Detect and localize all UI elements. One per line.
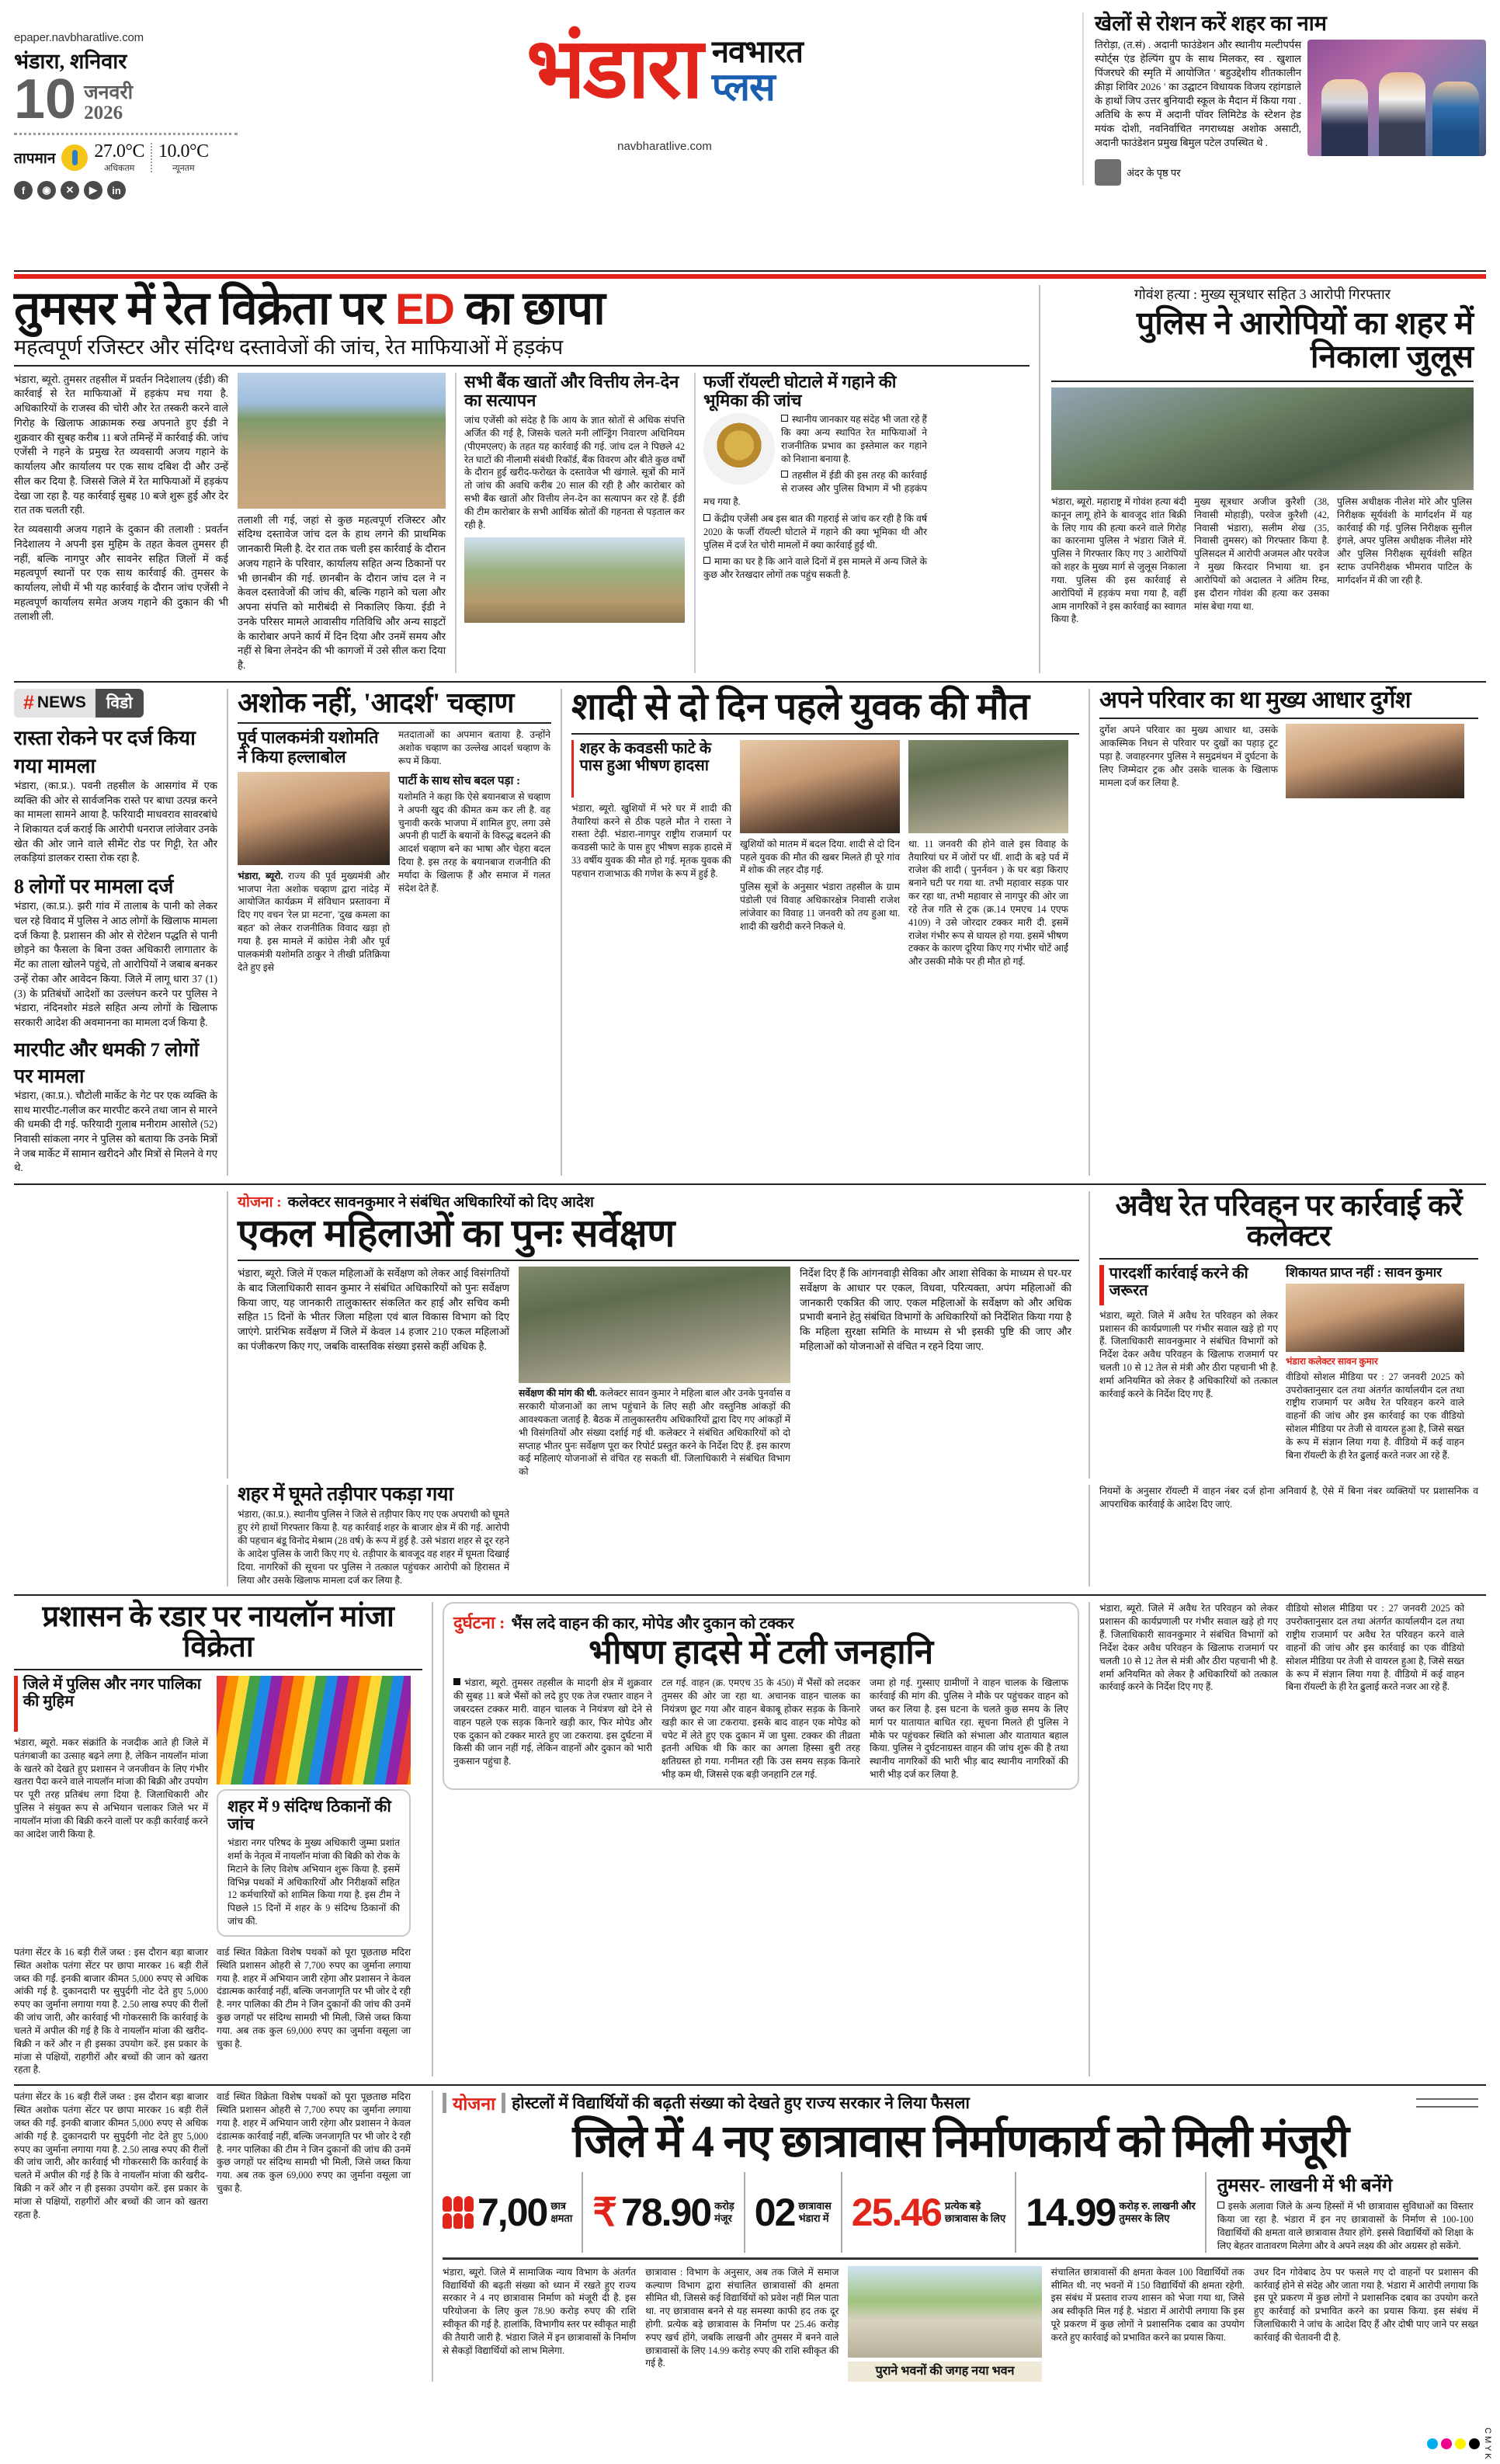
nv-item-2-headline: मारपीट और धमकी 7 लोगों पर मामला — [14, 1039, 200, 1087]
middle-section — [14, 686, 1486, 1176]
news-video-column — [14, 689, 228, 1176]
hostel-stats-strip — [443, 2172, 1478, 2259]
logo-bhandara: भंडारा — [526, 21, 701, 115]
manja-col2-cont: पतंगा सेंटर के 16 बड़ी रीलें जब्त : इस दौरान बड़ा बाजार स्थित अशोक पतंगा सेंटर पर छापा मारकर 16 बड़ी रीलें जब्त की गईं. इनकी बाजार कीमत 5,000 रुपए से अधिक आंकी गई है. दुकानदारी पर सुपुर्दगी नोट देते हुए 5,000 रुपए का जुर्माना लगाया गया है. 2.50 लाख रुपए की रीलों की जांच जारी, और कार्रवाई भी गोकरसारी कि कार्रवाई के चलते में अपील की गई है कि वे नायलॉन मांजा की खरीद-बिक्री न करें और न ही इसका उपयोग करें. इस प्रकार के मांजा से पक्षियों, राहगीरों और बच्चों की जान को खतरा रहता है. — [14, 2091, 208, 2220]
hostel-tag: योजना — [453, 2094, 496, 2115]
chavan-col2: मतदाताओं का अपमान बताया है. उन्होंने अशोक चव्हाण का उल्लेख आदर्श चव्हाण के रूप में किया. — [398, 729, 550, 767]
wedding-headline: शादी से दो दिन पहले युवक की मौत — [571, 686, 1030, 728]
collector-photo-caption: भंडारा कलेक्टर सावन कुमार — [1286, 1355, 1378, 1367]
epaper-url[interactable]: epaper.navbharatlive.com — [14, 31, 144, 44]
wedding-victim-photo — [740, 740, 900, 833]
stat-2-num: 02 — [754, 2191, 795, 2235]
collector-sub1: पारदर्शी कार्रवाई करने की जरूरत — [1109, 1264, 1248, 1300]
stat-per-large — [842, 2172, 1016, 2252]
nv-item-0-body: भंडारा, (का.प्र.). पवनी तहसील के आसगांव में एक व्यक्ति की ओर से सार्वजनिक रास्ते पर बाधा उत्पन्न करने का मामला सामने आया है. फरियादी माधवराव सावरबांधे ने शिकायत दर्ज कराई कि आरोपी धनराज लांजेवार उनके खेत की ओर जाने वाले सीमेंट रोड पर गिट्टी, रेत और लकड़ियां डालकर रास्ता रोक रहा है. — [14, 779, 217, 864]
stat-lakhani-tumsar — [1016, 2172, 1207, 2252]
lead-headline: तुमसर में रेत विक्रेता पर ED का छापा — [14, 283, 605, 334]
accident-col2: टल गई. वाहन (क्र. एमएच 35 के 450) में भैंसों को लदकर तुमसर की ओर जा रहा था. अचानक वाहन चालक का नियंत्रण छूट गया और वाहन बेकाबू होकर सड़क के किनारे खड़ी कार से जा टकराया. इसके बाद वाहन एक मोपेड को चपेट में लेते हुए एक दुकान में जा घुसा. टक्कर की तीव्रता इतनी अधिक थी कि कार का अगला हिस्सा बुरी तरह क्षतिग्रस्त हो गया. गनीमत रही कि उस समय सड़क किनारे भीड़ कम थी, जिससे एक बड़ी जनहानि टल गई. — [661, 1677, 860, 1781]
date-day: 10 — [14, 68, 77, 130]
decor-lines — [1416, 2098, 1478, 2108]
survey-photo-caption: सर्वेक्षण की मांग की थी. — [519, 1388, 598, 1399]
family-story — [1090, 686, 1478, 1176]
lead-box1-body: जांच एजेंसी को संदेह है कि आय के ज्ञात स्रोतों से अधिक संपत्ति अर्जित की गई है, जिसके चलते मनी लॉन्ड्रिंग निवारण अधिनियम (पीएमएलए) के तहत यह कार्रवाई की गई. जांच दल ने पिछले 42 रेत घाटों की नीलामी संबंधी रिकॉर्ड, बैंक विवरण और बीते कुछ वर्षों के दौरान हुई खरीद-फरोख्त के दस्तावेज भी खंगाले. सूत्रों की मानें तो जांच की अवधि करीब 20 साल की रही है और कारोबार को सभी बैंक खातों और वित्तीय लेन-देन का सत्यापन कर रहे हैं. ईडी की टीम कारोबार के सभी आर्थिक स्रोतों की गहनता से पड़ताल कर रही है. — [464, 415, 685, 530]
collector-photo — [1286, 1284, 1464, 1352]
govansh-kicker: गोवंश हत्या : मुख्य सूत्रधार सहित 3 आरोपी गिरफ्तार — [1134, 287, 1391, 302]
accident-col3: जमा हो गई. गुस्साए ग्रामीणों ने वाहन चालक के खिलाफ कार्रवाई की मांग की. पुलिस ने मौके पर पहुंचकर वाहन को जब्त कर लिया है. इस घटना के चलते कुछ समय के लिए मार्ग पर यातायात बाधित रहा. सूचना मिलते ही पुलिस ने मौके पर पहुंचकर स्थिति को संभाला और यातायात बहाल किया. पुलिस ने दुर्घटनाग्रस्त वाहन की जांच शुरू की है तथा स्थानीय नागरिकों की भारी भीड़ बाद स्थानीय नागरिकों की भारी भीड़ दर्ज कर लिया है. — [870, 1677, 1068, 1781]
cmyk-label: C M Y K — [1483, 2428, 1492, 2459]
stat-1-num: 78.90 — [621, 2191, 711, 2235]
temperature-widget — [14, 141, 247, 174]
chavan-dateline: भंडारा, ब्यूरो. — [238, 870, 283, 881]
hostel-building-photo — [848, 2266, 1041, 2358]
survey-kicker: कलेक्टर सावनकुमार ने संबंधित अधिकारियों को दिए आदेश — [287, 1194, 594, 1211]
manja-sub-body: भंडारा नगर परिषद के मुख्य अधिकारी जुम्मा प्रशांत शर्मा के नेतृत्व में नायलॉन मांजा की बिक्री को रोक के मिटाने के लिए विशेष अभियान शुरू किया है. इसमें विभिन्न पथकों में अधिकारियों और निरीक्षकों सहित 12 कर्मचारियों को शामिल किया गया है. इस टीम ने पिछले 15 दिनों में शहर के 9 संदिग्ध ठिकानों की जांच की. — [227, 1837, 400, 1927]
tadipaar-headline: शहर में घूमते तड़ीपार पकड़ा गया — [238, 1483, 453, 1505]
govansh-col2: मुख्य सूत्रधार अजीज कुरैशी (38, निवासी मोहाड़ी), परवेज कुरैशी (42, निवासी भंडारा), सलीम शेख (35, निवासी तुमसर) को गिरफ्तार किया है. पुलिसदल में आरोपी अजमल और परवेज ने मुख्य किरदार निभाया था. इन आरोपियों को अदालत ने अंतिम रिम्ड, इस दौरान गोवंश की हत्या कर उसका मांस बेचा गया था. — [1194, 495, 1329, 612]
wedding-col2b: पुलिस सूत्रों के अनुसार भंडारा तहसील के ग्राम पंडोली एवं विवाह अधिकारक्षेत्र निवासी राजेश लांजेवार का विवाह 11 जनवरी को तय हुआ था. शादी की खरीदी करने निकले थे. — [740, 881, 900, 932]
hostel-right-bullet: इसके अलावा जिले के अन्य हिस्सों में भी छात्रावास सुविधाओं का विस्तार किया जा रहा है. भंडारा में इन नए छात्रावासों के निर्माण से 100-100 विद्यार्थियों की क्षमता वाले छात्रावास तैयार होंगे. इससे विद्यार्थियों को शिक्षा के लिए बेहतर वातावरण मिलेगा और वे अपने लक्ष्य की ओर अग्रसर हो सकेंगे. — [1217, 2201, 1474, 2251]
chavan-headline: अशोक नहीं, 'आदर्श' चव्हाण — [238, 686, 515, 718]
collector-headline: अवैध रेत परिवहन पर कार्रवाई करें कलेक्टर — [1115, 1190, 1463, 1253]
hash-icon: # — [23, 691, 34, 714]
manja-col3-cont: वार्ड स्थित विक्रेता विशेष पथकों को पूरा पूछताछ मदिरा स्थिति प्रशासन ओहरी से 7,700 रुपए का जुर्माना लगाया गया है. शहर में अभियान जारी रहेगा और प्रशासन ने केवल दंडात्मक कार्रवाई नहीं, बल्कि जनजागृति पर भी जोर दे रही है. नगर पालिका की टीम ने जिन दुकानों की जांच की उनमें कुछ जगहों पर संदिग्ध सामग्री भी मिली, जिसे जब्त किया गया. अब तक कुल 69,000 रुपए का जुर्माना वसूला जा चुका है. — [217, 2091, 411, 2195]
lead-photo-truck — [464, 537, 685, 623]
manja-row — [14, 1602, 1486, 2077]
collector-sub2: शिकायत प्राप्त नहीं : सावन कुमार — [1286, 1264, 1443, 1280]
bullet-icon — [1217, 2202, 1224, 2209]
stat-3-num: 25.46 — [851, 2191, 941, 2235]
collector-col1-cont: भंडारा, ब्यूरो. जिले में अवैध रेत परिवहन को लेकर प्रशासन की कार्यप्रणाली पर गंभीर सवाल खड़े हो गए हैं. जिलाधिकारी सावनकुमार ने संबंधित विभागों को निर्देश देकर अवैध परिवहन के खिलाफ राजमार्ग पर चलती 10 से 12 तेल से मंत्री और ठीरा पहचानी भी है. शर्मा अनियमित को लेकर है अधिकारियों को तत्काल कार्रवाई करने के निर्देश दिए गए हैं. — [1099, 1603, 1278, 1693]
website-url[interactable]: navbharatlive.com — [617, 139, 712, 153]
manja-col3: वार्ड स्थित विक्रेता विशेष पथकों को पूरा पूछताछ मदिरा स्थिति प्रशासन ओहरी से 7,700 रुपए का जुर्माना लगाया गया है. शहर में अभियान जारी रहेगा और प्रशासन ने केवल दंडात्मक कार्रवाई नहीं, बल्कि जनजागृति पर भी जोर दे रही है. नगर पालिका की टीम ने जिन दुकानों की जांच की उनमें कुछ जगहों पर संदिग्ध सामग्री भी मिली, जिसे जब्त किया गया. अब तक कुल 69,000 रुपए का जुर्माना वसूला जा चुका है. — [217, 1946, 411, 2049]
manja-story — [14, 1602, 433, 2077]
instagram-icon[interactable]: ◉ — [37, 181, 56, 200]
rupee-icon: ₹ — [592, 2190, 618, 2234]
lead-box2-b1: स्थानीय जानकार यह संदेह भी जता रहे हैं कि क्या अन्य स्थापित रेत माफियाओं ने राजनीतिक प्रभाव का इस्तेमाल कर गहाने को निशाना बनाया है. — [781, 414, 927, 464]
ed-emblem-icon — [703, 413, 775, 485]
wedding-death-story — [562, 686, 1090, 1176]
manja-col1: भंडारा, ब्यूरो. मकर संक्रांति के नजदीक आते ही जिले में पतंगबाजी का उत्साह बढ़ने लगा है, लेकिन नायलॉन मांजा के खतरे को देखते हुए प्रशासन ने जनजीवन के लिए गंभीर खतरा पैदा करने वाले नायलॉन मांजा की बिक्री और उपयोग पर पूरी तरह प्रतिबंध लगा दिया है. जिलाधिकारी और पुलिस ने संयुक्त रूप से अभियान चलाकर जिले भर में नायलॉन मांजा की बिक्री करने वालों पर कड़ी कार्रवाई करने का आदेश जारी किया है. — [14, 1736, 208, 1840]
sports-teaser-box — [1082, 12, 1486, 186]
nv-item-1-headline: 8 लोगों पर मामला दर्ज — [14, 875, 174, 898]
hostel-photo-caption: पुराने भवनों की जगह नया भवन — [848, 2361, 1041, 2382]
stat-side-note — [1207, 2172, 1474, 2252]
facebook-icon[interactable]: f — [14, 181, 33, 200]
hostel-story — [433, 2090, 1478, 2382]
bullet-icon — [703, 557, 710, 564]
temperature-max-label: अधिकतम — [104, 164, 135, 174]
chavan-subhead: पूर्व पालकमंत्री यशोमति ने किया हल्लाबोल — [238, 728, 379, 767]
rule — [14, 270, 1486, 272]
hostel-col3: संचालित छात्रावासों की क्षमता केवल 100 विद्यार्थियों तक सीमित थी. नए भवनों में 150 विद्यार्थियों की क्षमता रहेगी. इस संबंध में प्रस्ताव राज्य शासन को भेजा गया था, जिसे अब स्वीकृति मिल गई है. भंडारा में आरोपी लगाया कि इस पूरे प्रकरण में कुछ लोगों ने प्रशासनिक दबाव का उपयोग करते हुए कार्रवाई को प्रभावित करने का प्रयास किया. — [1050, 2266, 1245, 2343]
survey-photo — [519, 1267, 790, 1383]
sports-teaser-footnote: अंदर के पृष्ठ पर — [1127, 167, 1181, 179]
bullet-icon — [703, 514, 710, 521]
divider-dotted — [14, 133, 238, 135]
accent-bar — [443, 2093, 446, 2113]
survey-story — [228, 1191, 1090, 1479]
accident-col1: भंडारा, ब्यूरो. तुमसर तहसील के मादगी क्षेत्र में शुक्रवार की सुबह 11 बजे भैंसों को लदे हुए एक तेज रफ्तार वाहन ने जबरदस्त टक्कर मारी. वाहन चालक ने नियंत्रण खो देने से वाहन पहले एक सड़क किनारे खड़ी कार, फिर मोपेड और एक दुकान को टक्कर मारते हुए जा टकराया. इस दुर्घटना में किसी की जान नहीं गई, लेकिन वाहनों और दुकान को भारी नुकसान पहुंचा है. — [453, 1677, 652, 1767]
stat-amount — [583, 2172, 745, 2252]
manja-kites-photo — [217, 1676, 411, 1785]
accident-headline: भीषण हादसे में टली जनहानि — [589, 1633, 933, 1672]
tadipaar-col1: भंडारा, (का.प्र.). स्थानीय पुलिस ने जिले से तड़ीपार किए गए एक अपराधी को घूमते हुए रंगे हाथों गिरफ्तार किया है. यह कार्रवाई शहर के बाजार क्षेत्र में की गई. आरोपी की पहचान बंडू विनोद मेश्राम (28 वर्ष) के रूप में हुई है. उसे भंडारा शहर से दूर रहने के आदेश पुलिस के जारी किए गए थे. तड़ीपार के बावजूद वह शहर में घूमता दिखाई दिया. नागरिकों की सूचना पर पुलिस ने तत्काल पहुंचकर आरोपी को हिरासत में लिया और उसके खिलाफ मामला दर्ज कर लिया है. — [238, 1509, 509, 1586]
accident-tag: दुर्घटना : — [453, 1613, 505, 1633]
accent-bar — [1099, 1265, 1104, 1305]
lead-story-govansh — [1039, 285, 1474, 673]
accent-bar — [14, 1676, 18, 1732]
stat-hostels — [745, 2172, 842, 2252]
govansh-headline: पुलिस ने आरोपियों का शहर में निकाला जुलूस — [1136, 305, 1474, 375]
family-headline: अपने परिवार का था मुख्य आधार दुर्गेश — [1099, 686, 1411, 713]
masthead-left — [14, 12, 247, 200]
divider — [151, 143, 152, 172]
chavan-col2b: यशोमति ने कहा कि ऐसे बयानबाज से चव्हाण ने अपनी खुद की कीमत कम कर ली है. वह चुनावी करके भाजपा में शामिल हुए, लगा उसे अपनी ही पार्टी के बयानों के विरुद्ध बदलने की आदर्श चव्हाण बने का भाषा और चेहरा बदल दिया है. इस तरह के बयानबाज राजनीति की मर्यादा के खिलाफ हैं और समाज में गलत संदेश देते हैं. — [398, 791, 550, 894]
temperature-label: तापमान — [14, 151, 56, 168]
twitter-x-icon[interactable]: ✕ — [61, 181, 79, 200]
chavan-story — [228, 686, 562, 1176]
tadipaar-story — [228, 1485, 1090, 1586]
lead-col2: तलाशी ली गई, जहां से कुछ महत्वपूर्ण रजिस्टर और संदिग्ध दस्तावेज जांच दल के हाथ लगने की प्राथमिक जानकारी मिली है. देर रात तक चली इस कार्रवाई के दौरान अजय गहाने के परिवार, कार्यालय सहित अन्य ठिकानों पर भी छानबीन की गई. छानबीन के दौरान जांच दल ने न केवल दस्तावेजों की जांच की, बल्कि गहाने को चला और अपना संपत्ति को मारीबंदी से निकालिए किया. ईडी ने उनके परिसर मामले आवासीय गतिविधि और अन्य साइटों के कारोबार अपने कार्य में दिन दिया और उनमें समय और नहीं से बिना लेनदेन की भी कागजों में उसे सील करा दिया है. — [238, 513, 446, 672]
survey-headline: एकल महिलाओं का पुनः सर्वेक्षण — [238, 1211, 675, 1256]
hostel-col1: भंडारा, ब्यूरो. जिले में सामाजिक न्याय विभाग के अंतर्गत विद्यार्थियों की बढ़ती संख्या को ध्यान में रखते हुए राज्य सरकार ने 4 नए छात्रावास निर्माण को मंजूरी दी है. इस परियोजना के लिए कुल 78.90 करोड़ रुपए की राशि स्वीकृत की गई है. हालांकि, विभागीय स्तर पर स्वीकृत माही की तैयारी जारी है. भंडारा जिले में इन छात्रावासों के निर्माण से सैकड़ों विद्यार्थियों को लाभ मिलेगा. — [443, 2266, 637, 2356]
accent-bar — [571, 740, 574, 798]
date-block — [14, 68, 247, 130]
nv-item-1-body: भंडारा, (का.प्र.). झरी गांव में तालाब के पानी को लेकर चल रहे विवाद में पुलिस ने आठ लोगों के खिलाफ मामला दर्ज किया है. प्रशासन की ओर से रोटेशन पद्धति से पानी छोड़ने का फैसला के बिना उक्त अधिकारी लागातार के मेंट का ताला खोलने पहुंचे, तो आरोपियों ने जबाब बनकर उन्हें रोका और आवेदन किया. जिले में लागू धारा 37 (1) (3) के प्रतिबंधों आदेशों का उल्लंघन करने पर पुलिस ने भंडारा, नंदिनशोर मंडले सहित अन्य लोगों के खिलाफ सरकारी आदेश की अवमानना का मामला दर्ज किया है. — [14, 900, 217, 1029]
accident-kicker: भैंस लदे वाहन की कार, मोपेड और दुकान को टक्कर — [511, 1614, 794, 1632]
sports-teaser-photo — [1307, 40, 1486, 156]
survey-col1: भंडारा, ब्यूरो. जिले में एकल महिलाओं के सर्वेक्षण को लेकर आई विसंगतियों के बाद जिलाधिकारी सावन कुमार ने संबंधित अधिकारियों को पुनः सर्वेक्षण किया जाए, यह जानकारी तालुकास्तर संकलित कर हाई और सचिव कमी सहित 15 दिनों के भीतर जिला महिला एवं बाल विकास विभाग को दिए जाएंगे. प्रारंभिक सर्वेक्षण में जिले में केवल 14 हजार 210 एकल महिलाओं का पंजीकरण किए गए, जबकि वास्तविक संख्या इससे कहीं अधिक है. — [238, 1267, 509, 1352]
collector-col2-cont: वीडियो सोशल मीडिया पर : 27 जनवरी 2025 को उपरोक्तानुसार दल तथा अंतर्गत कार्यालयीन दल तथा राष्ट्रीय राजमार्ग पर अवैध रेत परिवहन करने वाले वाहनों की जांच और इस कार्रवाई का एक वीडियो सोशल मीडिया पर तेजी से वायरल हुआ है, जिसे सख्त के रूप में संज्ञान लिया गया है. वीडियो में कई वाहन बिना रॉयल्टी के ही रेत ढुलाई करते नजर आ रहे हैं. — [1286, 1603, 1464, 1693]
family-body: दुर्गेश अपने परिवार का मुख्य आधार था, उसके आकस्मिक निधन से परिवार पर दुखों का पहाड़ टूट पड़ा है. जवाहरनगर पुलिस ने समुद्रमंथन में दुर्घटना के लिए जिम्मेदार ट्रक और उसके चालक के खिलाफ मामला दर्ज कर लिया है. — [1099, 725, 1278, 788]
hostel-col4: उधर दिन गोवेबाद ठेप पर फसले गए दो वाहनों पर प्रशासन की कार्रवाई होने से संदेह और जाता गया है. भंडारा में आरोपी लगाया कि इस पूरे प्रकरण में कुछ लोगों ने प्रशासनिक दबाव का उपयोग करते हुए कार्रवाई को प्रभावित करने का प्रयास किया. इस संबंध में जिलाधिकारी ने जांच के आदेश दिए हैं और दोषी पाए जाने पर सख्त कार्रवाई की चेतावनी दी है. — [1253, 2266, 1478, 2343]
survey-row — [14, 1191, 1486, 1479]
rule-red — [14, 274, 1486, 279]
masthead-logo — [247, 12, 1082, 153]
stat-1-unit-b: मंजूर — [714, 2212, 732, 2225]
stat-3-unit-b: छात्रावास के लिए — [944, 2212, 1006, 2225]
stat-students — [443, 2172, 583, 2252]
survey-col2: कलेक्टर सावन कुमार ने महिला बाल और उनके पुनर्वास व सरकारी योजनाओं का लाभ पहुंचाने के लिए सही और वस्तुनिष्ठ आंकड़ों की आवश्यकता जताई है. बैठक में तालुकास्तरीय अधिकारियों द्वारा दिए गए आंकड़ों में भी विसंगतियों और संख्या दर्शाई गई थी. कलेक्टर ने संबंधित अधिकारियों को दो सप्ताह भीतर पुनः सर्वेक्षण पूरा कर रिपोर्ट प्रस्तुत करने के निर्देश दिए हैं. इस कारण कई महिलाएं योजनाओं से वंचित रह सकती थीं. जिलाधिकारी ने संबंधित विभाग को — [519, 1388, 790, 1478]
temperature-max: 27.0°C — [94, 141, 144, 162]
stat-1-unit-a: करोड़ — [714, 2200, 734, 2212]
bullet-icon — [781, 471, 788, 478]
sports-teaser-body: तिरोड़ा, (त.सं) . अदानी फाउंडेशन और स्थानीय मल्टीपर्पस स्पोर्ट्स एंड हेल्पिंग ग्रुप के साथ मिलकर, स्व . खुशाल पिंजरघरे की स्मृति में आयोजित ' बहुउद्देशीय शीतकालीन क्रीड़ा शिविर 2026 ' का उद्घाटन विधायक विजय रहांगडाले के हाथों जिप उत्तर बुनियादी स्कूल के मैदान में किया गया . अतिथि के रूप में अदानी पॉवर लिमिटेड के स्टेशन हेड मयंक दोशी, नवनिर्वाचित नगराध्यक्ष अशोक असाटी, अदानी फाउंडेशन प्रमुख बिमुल पटेल उपस्थित थे . — [1095, 39, 1301, 148]
tadipaar-row — [14, 1485, 1486, 1586]
social-links[interactable] — [14, 181, 247, 200]
stat-4-num: 14.99 — [1026, 2191, 1116, 2235]
collector-col1: भंडारा, ब्यूरो. जिले में अवैध रेत परिवहन को लेकर प्रशासन की कार्यप्रणाली पर गंभीर सवाल खड़े हो गए हैं. जिलाधिकारी सावनकुमार ने संबंधित विभागों को निर्देश देकर अवैध परिवहन के खिलाफ राजमार्ग पर चलती 10 से 12 तेल से मंत्री और ठीरा पहचानी भी है. शर्मा अनियमित को लेकर है अधिकारियों को तत्काल कार्रवाई करने के निर्देश दिए गए हैं. — [1099, 1309, 1278, 1399]
edition-city-day: भंडारा, शनिवार — [14, 50, 127, 73]
nv-item-0-headline: रास्ता रोकने पर दर्ज किया गया मामला — [14, 726, 196, 777]
hostel-headline: जिले में 4 नए छात्रावास निर्माणकार्य को मिली मंजूरी — [572, 2116, 1349, 2167]
wedding-col1: भंडारा, ब्यूरो. खुशियों में भरे घर में शादी की तैयारियां करने से ठीक पहले मौत ने रास्ता ने रास्ता टेढ़ी. भंडारा-नागपुर राष्ट्रीय राजमार्ग पर कवडसी फाटे के पास हुए भीषण सड़क हादसे में 33 वर्षीय युवक की मौत हो गई. मृतक युवक की पहचान राजाभाऊ की गणेश के रूप में हुई है. — [571, 802, 731, 879]
stat-4-unit-a: करोड़ रु. लाखनी और — [1119, 2200, 1196, 2212]
temperature-min: 10.0°C — [158, 141, 209, 162]
youtube-icon[interactable]: ▶ — [84, 181, 102, 200]
lead-col1-p2: रेत व्यवसायी अजय गहाने के दुकान की तलाशी : प्रवर्तन निदेशालय ने अपनी इस मुहिम के तहत केवल तुमसर ही नहीं, बल्कि नागपुर और सावनेर सहित जिलों में कई महत्वपूर्ण स्थानों पर एक साथ कार्रवाई की. तुमसर के कार्यालय, लोधी में भी यह कार्रवाई के दौरान जांच एजेंसी ने महत्वपूर्ण कार्यालय समेत अजय गहाने की दुकान की भी तलाशी ली. — [14, 523, 228, 623]
survey-col3: निर्देश दिए हैं कि आंगनवाड़ी सेविका और आशा सेविका के माध्यम से घर-घर सर्वेक्षण के आधार पर एकल, विधवा, परित्यक्ता, अपंग महिलाओं की जानकारी एकत्रित की जाए. एकल महिलाओं के सर्वेक्षण को और अधिक प्रभावी बनाने हेतु संबंधित विभागों के अधिकारियों को निर्देशित किया गया है कि महिला सुरक्षा समिति के माध्यम से भी इसकी पुष्टि की जाए और महिलाओं को योजनाओं से वंचित न रहने दिया जाए. — [800, 1267, 1071, 1352]
hostel-col2: छात्रावास : विभाग के अनुसार, अब तक जिले में समाज कल्याण विभाग द्वारा संचालित छात्रावासों की क्षमता सीमित थी, जिससे कई विद्यार्थियों को प्रवेश नहीं मिल पाता था. नए छात्रावास बनने से यह समस्या काफी हद तक दूर होगी. प्रत्येक बड़े छात्रावास के निर्माण पर 25.46 करोड़ रुपए खर्च होंगे, जबकि लाखनी और तुमसर में बनने वाले छात्रावासों के लिए 14.99 करोड़ रुपए की राशि स्वीकृत की गई है. — [645, 2266, 839, 2369]
stat-2-unit-a: छात्रावास — [798, 2200, 832, 2212]
chavan-col1: राज्य की पूर्व मुख्यमंत्री और भाजपा नेता अशोक चव्हाण द्वारा नांदेड़ में आयोजित कार्यक्रम में संविधान प्रस्तावना में दिए गए वचन 'रेल प्रा मटना', 'दुख कमला का बहत' को लेकर राजनीतिक विवाद खड़ा हो गया है. इस मामले में कांग्रेस नेत्री और पूर्व पालकमंत्री यशोमति ठाकुर ने तीखी प्रतिक्रिया देते हुए इसे — [238, 870, 390, 973]
bullet-icon — [453, 1678, 460, 1685]
news-video-column-cont — [14, 1191, 228, 1479]
lead-headline-ed: ED — [395, 284, 454, 333]
govansh-col1: भंडारा, ब्यूरो. महाराष्ट्र में गोवंश हत्या बंदी कानून लागू होने के बावजूद शांत बिक्री के लिए गाय की हत्या करने वाले गिरोह का कारनामा पुलिस ने भंडारा जिले में. पुलिस ने गिरफ्तार किए गए 3 आरोपियों को शहर के मुख्य मार्ग से जुलूस निकाला गया. पुलिस की इस कार्रवाई से आरोपियों में हड़कंप मचा गया है, वहीं आम नागरिकों ने इस कार्रवाई का स्वागत किया है. — [1051, 495, 1186, 625]
news-video-badge[interactable] — [14, 689, 144, 718]
stat-2-unit-b: भंडारा में — [798, 2212, 829, 2225]
lead-box2-title: फर्जी रॉयल्टी घोटाले में गहाने की भूमिका की जांच — [703, 371, 897, 410]
govansh-col3: पुलिस अधीक्षक नीलेश मोरे और पुलिस निरीक्षक सूर्यवंशी के मार्गदर्शन में यह कार्रवाई की गई. पुलिस निरीक्षक सुनील इंगले, अपर पुलिस अधीक्षक नीलेश मोरे और पुलिस निरीक्षक सूर्यवंशी सहित स्टाफ उपनिरीक्षक भीमराव पाटिल के मार्गदर्शन में की जा रही है. — [1337, 495, 1472, 586]
collector-col3: नियमों के अनुसार रॉयल्टी में वाहन नंबर दर्ज होना अनिवार्य है, ऐसे में बिना नंबर व्यक्तियों पर प्रशासनिक व आपराधिक कार्रवाई के आदेश दिए जाएं. — [1099, 1485, 1478, 1510]
linkedin-icon[interactable]: in — [107, 181, 126, 200]
lead-photo-site — [238, 373, 446, 509]
family-photo — [1286, 724, 1464, 798]
sports-teaser-headline: खेलों से रोशन करें शहर का नाम — [1095, 12, 1327, 35]
survey-tag: योजना : — [238, 1194, 282, 1211]
masthead — [14, 12, 1486, 269]
lead-story-ed-raid — [14, 285, 1039, 673]
news-label: NEWS — [36, 693, 86, 712]
lead-box1-title: सभी बैंक खातों और वित्तीय लेन-देन का सत्यापन — [464, 371, 679, 410]
video-label[interactable]: विडो — [95, 689, 144, 718]
govansh-photo — [1051, 387, 1474, 490]
hostel-row — [14, 2090, 1486, 2382]
collector-sand-story — [1090, 1191, 1478, 1479]
collector-col3-wrap — [1090, 1485, 1478, 1586]
people-icon — [443, 2196, 474, 2229]
lead-subheadline: महत्वपूर्ण रजिस्टर और संदिग्ध दस्तावेजों की जांच, रेत माफियाओं में हड़कंप — [14, 335, 564, 359]
logo-plus: प्लस — [711, 65, 775, 109]
hostel-right-title: तुमसर- लाखनी में भी बनेंगे — [1217, 2176, 1393, 2197]
chavan-portrait-photo — [238, 772, 390, 865]
date-year: 2026 — [84, 102, 123, 123]
lead-col1-p1: भंडारा, ब्यूरो. तुमसर तहसील में प्रवर्तन निदेशालय (ईडी) की कार्रवाई से रेत माफियाओं में हड़कंप मच गया है. अधिकारियों के राजस्व की चोरी और रेत तस्करी करने वाले गिरोह के खिलाफ आक्रामक रुख अपनाते हुए ईडी ने शुक्रवार की सुबह करीब 11 बजे तमिन्हें में कार्रवाई की. जांच एजेंसी ने गहने के प्रमुख रेत व्यवसायी अजय गहाने के कार्यालय और कार्यालय पर एक साथ दबिश दी और उन्हें सील कर दिया है. जिससे जिले में रेत माफियाओं में हड़कंप देखा जा रहा है. यह कार्रवाई सुबह 10 बजे शुरू हुई और देर रात तक चलती रही. — [14, 373, 228, 516]
thermometer-icon — [61, 144, 88, 171]
logo-navbharat: नवभारत — [711, 35, 803, 69]
wedding-scene-photo — [908, 740, 1068, 833]
stat-3-unit-a: प्रत्येक बड़े — [944, 2200, 981, 2212]
collector-story-cont — [1090, 1602, 1478, 2077]
stat-4-unit-b: तुमसर के लिए — [1119, 2212, 1170, 2225]
cmyk-registration-marks — [1427, 2428, 1492, 2459]
lead-box2-b2: तहसील में ईडी की इस तरह की कार्रवाई से राजस्व और पुलिस विभाग में भी हड़कंप मच गया है. — [703, 470, 927, 508]
stat-0-unit-b: क्षमता — [550, 2212, 573, 2225]
date-month: जनवरी — [84, 82, 134, 103]
wedding-box-caption: शहर के कवडसी फाटे के पास हुआ भीषण हादसा — [579, 739, 712, 775]
manja-sub-headline: शहर में 9 संदिग्ध ठिकानों की जांच — [227, 1796, 391, 1834]
spacer-left — [14, 1485, 228, 1586]
manja-cont — [14, 2090, 433, 2382]
lead-box2-b4: मामा का घर है कि आने वाले दिनों में इस मामले में अन्य जिले के कुछ और रेतखदार लोगों तक पहुंच सकती है. — [703, 556, 927, 581]
temperature-min-label: न्यूनतम — [172, 164, 195, 174]
lead-box2-b3: केंद्रीय एजेंसी अब इस बात की गहराई से जांच कर रही है कि वर्ष 2020 के फर्जी रॉयल्टी घोटाले में गहाने की क्या भूमिका थी और पुलिस में दर्ज रेत चोरी मामलों में क्या कार्रवाई हुई थी. — [703, 513, 927, 551]
stat-0-unit-a: छात्र — [550, 2200, 566, 2212]
chavan-photo-caption: पार्टी के साथ सोच बदल पड़ा : — [398, 774, 521, 787]
wedding-col2: खुशियों को मातम में बदल दिया. शादी से दो दिन पहले युवक की मौत की खबर मिलते ही पूरे गांव में शोक की लहर दौड़ गई. — [740, 838, 900, 876]
lead-section — [14, 285, 1486, 673]
nv-item-2-body: भंडारा, (का.प्र.). चौटोली मार्केट के गेट पर एक व्यक्ति के साथ मारपीट-गलीज कर मारपीट करने तथा जान से मारने की धमकी दी गई. फरियादी गुलाब मनीराम आसोले (52) निवासी सांकला नगर ने पुलिस को बताया कि उनके मित्रों ने जब मार्केट में सामान खरीदने और मित्रों से मिलने वे गए थे. — [14, 1089, 217, 1174]
manja-headline: प्रशासन के रडार पर नायलॉन मांजा विक्रेता — [42, 1600, 394, 1664]
bullet-icon — [781, 415, 788, 422]
manja-col2: पतंगा सेंटर के 16 बड़ी रीलें जब्त : इस दौरान बड़ा बाजार स्थित अशोक पतंगा सेंटर पर छापा मारकर 16 बड़ी रीलें जब्त की गईं. इनकी बाजार कीमत 5,000 रुपए से अधिक आंकी गई है. दुकानदारी पर सुपुर्दगी नोट देते हुए 5,000 रुपए का जुर्माना लगाया गया है. 2.50 लाख रुपए की रीलों की जांच जारी, और कार्रवाई भी गोकरसारी कि कार्रवाई के चलते में अपील की गई है कि वे नायलॉन मांजा की खरीद-बिक्री न करें और न ही इसका उपयोग करें. इस प्रकार के मांजा से पक्षियों, राहगीरों और बच्चों की जान को खतरा रहता है. — [14, 1946, 208, 2076]
wedding-col3: था. 11 जनवरी की होने वाले इस विवाह के तैयारियां घर में जोरों पर थीं. शादी के बड़े पर्व में राजेश की शादी ( पुनर्नवन ) के घर बड़ा किराए बनाने घटी पर गया था. तभी महावार सड़क पार कर रहा था, तभी महावार से नागपुर की ओर जा रहे तेज गति से ट्रक (क्र.14 एमएच 14 एएफ 4109) ने उसे जोरदार टक्कर मारी दी. इसमें राजेश गंभीर रूप से घायल हो गया. इसमें भीषण टक्कर के कारण दूरिया किए गए गंभीर चोटें आईं और उसकी मौके पर ही मौत हो गई. — [908, 838, 1068, 968]
stat-0-num: 7,00 — [477, 2191, 547, 2235]
hostel-kicker: होस्टलों में विद्यार्थियों की बढ़ती संख्या को देखते हुए राज्य सरकार ने लिया फैसला — [512, 2094, 970, 2113]
qr-code-icon[interactable] — [1095, 159, 1121, 186]
accent-bar — [502, 2093, 505, 2113]
accident-story — [433, 1602, 1090, 2077]
collector-col2: वीडियो सोशल मीडिया पर : 27 जनवरी 2025 को उपरोक्तानुसार दल तथा अंतर्गत कार्यालयीन दल तथा राष्ट्रीय राजमार्ग पर अवैध रेत परिवहन करने वाले वाहनों की जांच और इस कार्रवाई का एक वीडियो सोशल मीडिया पर तेजी से वायरल हुआ है, जिसे सख्त के रूप में संज्ञान लिया गया है. वीडियो में कई वाहन बिना रॉयल्टी के ही रेत ढुलाई करते नजर आ रहे हैं. — [1286, 1371, 1464, 1461]
hostel-body — [443, 2266, 1478, 2382]
manja-box-caption: जिले में पुलिस और नगर पालिका की मुहिम — [23, 1675, 201, 1711]
